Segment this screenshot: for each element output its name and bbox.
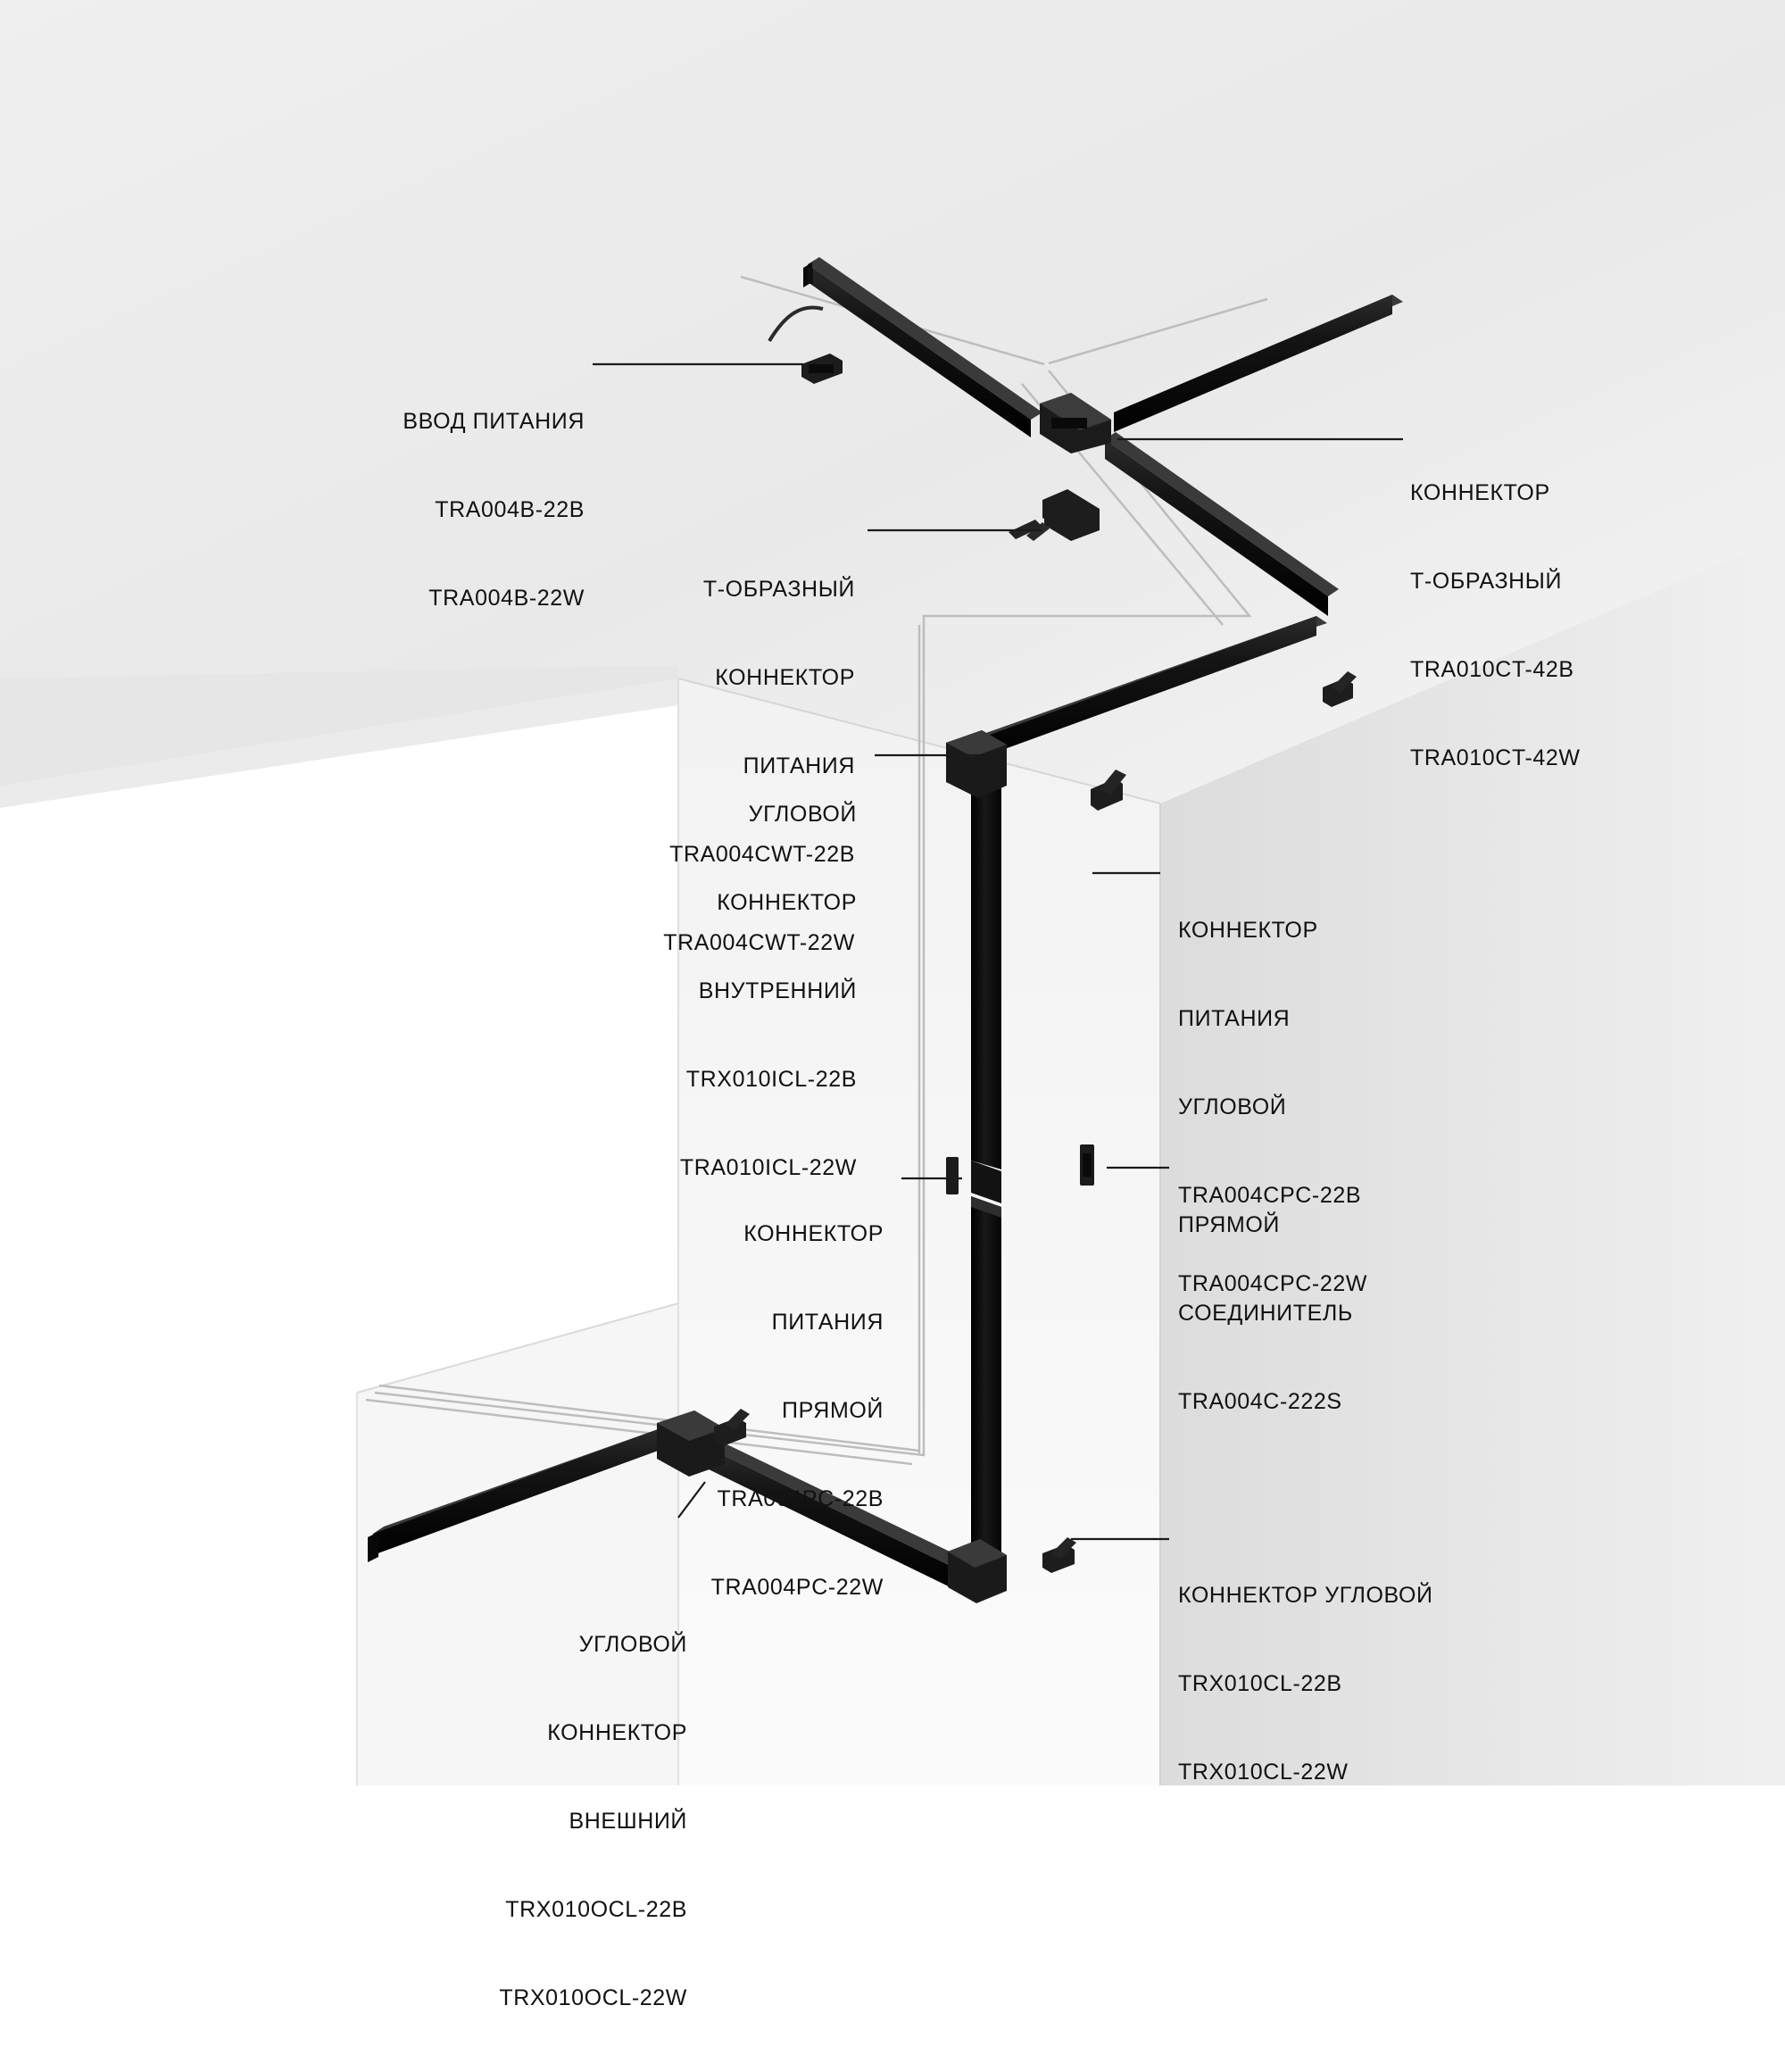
callout-inner-corner-line-1: КОННЕКТОР xyxy=(717,890,857,915)
callout-inner-corner-line-2: ВНУТРЕННИЙ xyxy=(698,978,857,1003)
callout-inner-corner-line-3: TRX010ICL-22B xyxy=(685,1067,857,1092)
callout-straight-coupler-line-0: ПРЯМОЙ xyxy=(1178,1212,1280,1237)
callout-t-power-line-1: КОННЕКТОР xyxy=(715,665,855,690)
callout-straight-power-line-1: ПИТАНИЯ xyxy=(771,1310,884,1335)
callout-corner-power-line-4: TRA004CPC-22W xyxy=(1178,1271,1368,1296)
part-straight-power-exploded xyxy=(946,1157,959,1194)
callout-outer-corner-line-2: ВНЕШНИЙ xyxy=(569,1809,687,1834)
callout-t-power-line-0: Т-ОБРАЗНЫЙ xyxy=(702,577,855,602)
callout-inner-corner-line-4: TRA010ICL-22W xyxy=(679,1155,857,1180)
callout-corner-connector-line-2: TRX010CL-22W xyxy=(1178,1760,1349,1785)
callout-corner-power-line-2: УГЛОВОЙ xyxy=(1178,1094,1287,1119)
callout-outer-corner-line-1: КОННЕКТОР xyxy=(547,1720,687,1745)
callout-t-connector-line-1: Т-ОБРАЗНЫЙ xyxy=(1410,569,1563,594)
callout-inner-corner-line-0: УГЛОВОЙ xyxy=(748,802,857,827)
callout-t-power-line-2: ПИТАНИЯ xyxy=(743,753,855,778)
callout-t-power-line-3: TRA004CWT-22B xyxy=(669,842,855,867)
callout-straight-power xyxy=(711,1161,884,1661)
callout-t-power-line-4: TRA004CWT-22W xyxy=(663,930,855,955)
callout-t-connector-line-2: TRA010CT-42B xyxy=(1410,657,1574,682)
floor-left xyxy=(0,1393,357,1785)
callout-t-connector xyxy=(1410,420,1581,832)
callout-corner-connector xyxy=(1178,1522,1433,1846)
callout-straight-power-line-4: TRA004PC-22W xyxy=(710,1575,884,1600)
callout-t-connector-line-3: TRA010CT-42W xyxy=(1410,745,1581,770)
callout-corner-power-line-0: КОННЕКТОР xyxy=(1178,918,1318,943)
part-straight-coupler-exploded xyxy=(1080,1144,1094,1186)
callout-straight-power-line-2: ПРЯМОЙ xyxy=(782,1398,884,1423)
callout-corner-power-line-1: ПИТАНИЯ xyxy=(1178,1006,1291,1031)
callout-straight-power-line-3: TRA004PC-22B xyxy=(717,1486,884,1511)
callout-straight-coupler-line-2: TRA004C-222S xyxy=(1178,1389,1342,1414)
callout-power-input-line-2: TRA004B-22W xyxy=(428,586,585,611)
callout-power-input-line-0: ВВОД ПИТАНИЯ xyxy=(403,409,585,434)
callout-straight-coupler xyxy=(1178,1152,1353,1476)
ceiling-edge-shadow xyxy=(0,665,678,808)
callout-corner-connector-line-0: КОННЕКТОР УГЛОВОЙ xyxy=(1178,1583,1433,1608)
callout-corner-connector-line-1: TRX010CL-22B xyxy=(1178,1671,1342,1696)
callout-power-input-line-1: TRA004B-22B xyxy=(435,497,585,522)
callout-straight-coupler-line-1: СОЕДИНИТЕЛЬ xyxy=(1178,1301,1353,1326)
callout-t-connector-line-0: КОННЕКТОР xyxy=(1410,480,1550,505)
callout-outer-corner-line-4: TRX010OCL-22W xyxy=(499,1985,687,2010)
callout-corner-power-line-3: TRA004CPC-22B xyxy=(1178,1183,1362,1208)
callout-power-input xyxy=(403,348,585,672)
callout-outer-corner xyxy=(499,1571,687,2072)
track-wall-lower xyxy=(971,1196,1001,1571)
callout-outer-corner-line-0: УГЛОВОЙ xyxy=(578,1632,687,1657)
callout-outer-corner-line-3: TRX010OCL-22B xyxy=(505,1897,687,1922)
callout-straight-power-line-0: КОННЕКТОР xyxy=(743,1221,884,1246)
track-wall-upper xyxy=(971,768,1001,1169)
